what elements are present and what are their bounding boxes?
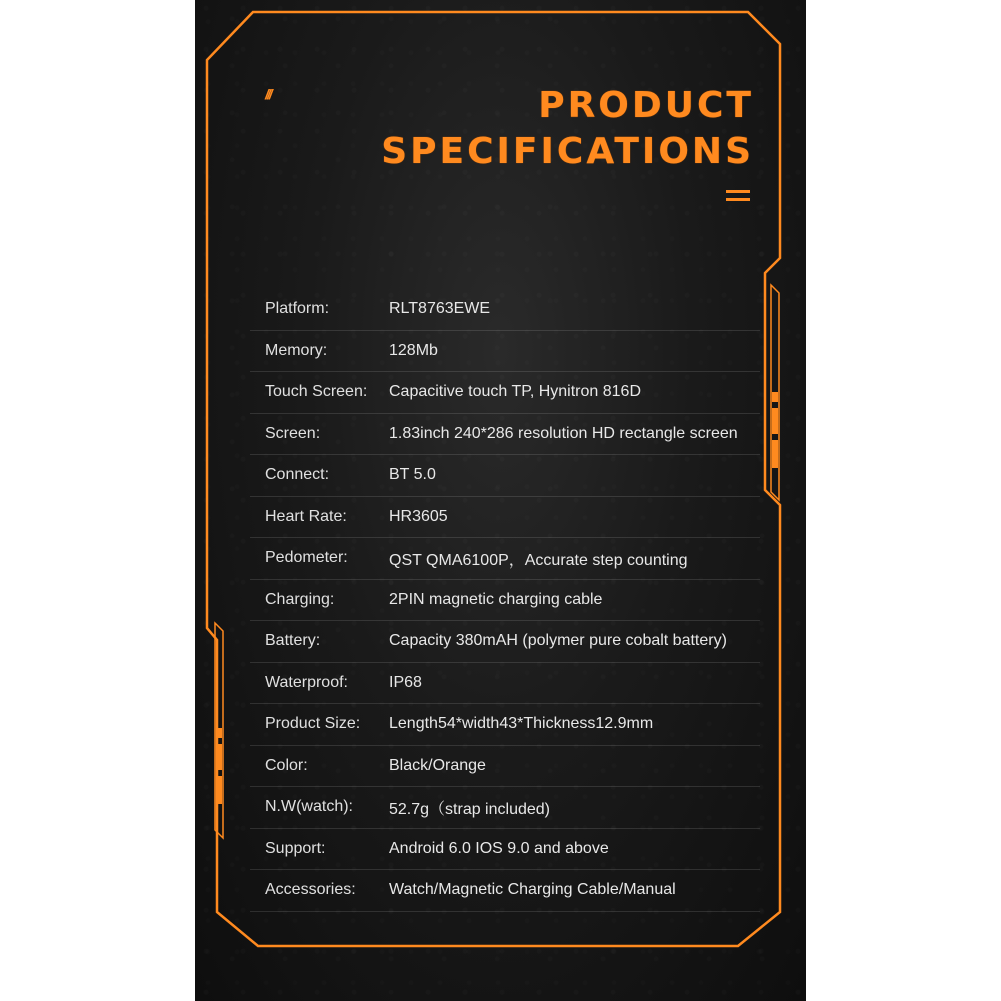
equals-decoration-icon xyxy=(726,190,750,204)
spec-label: Connect: xyxy=(265,466,330,484)
spec-label: Heart Rate: xyxy=(265,507,347,525)
spec-row xyxy=(250,538,760,580)
spec-row xyxy=(250,787,760,829)
spec-label: Support: xyxy=(265,839,326,857)
slash-decoration: /// xyxy=(265,86,271,102)
title-line-product: PRODUCT xyxy=(538,85,754,126)
spec-value: 2PIN magnetic charging cable xyxy=(389,590,603,608)
spec-value: 52.7g（strap included) xyxy=(389,800,550,818)
spec-label: Screen: xyxy=(265,424,321,442)
spec-value: BT 5.0 xyxy=(389,466,436,484)
spec-value: Watch/Magnetic Charging Cable/Manual xyxy=(389,881,676,899)
spec-label: Touch Screen: xyxy=(265,383,368,401)
spec-value: Length54*width43*Thickness12.9mm xyxy=(389,715,654,733)
spec-value: Android 6.0 IOS 9.0 and above xyxy=(389,839,609,857)
spec-label: Memory: xyxy=(265,341,328,359)
spec-value: 1.83inch 240*286 resolution HD rectangle screen xyxy=(389,424,738,442)
page-title xyxy=(381,85,754,172)
spec-value: IP68 xyxy=(389,673,422,691)
spec-row xyxy=(250,704,760,746)
spec-row xyxy=(250,746,760,788)
spec-label: Waterproof: xyxy=(265,673,348,691)
spec-label: Accessories: xyxy=(265,881,356,899)
spec-row xyxy=(250,870,760,912)
spec-row xyxy=(250,829,760,871)
spec-label: N.W(watch): xyxy=(265,798,353,816)
spec-value: Capacitive touch TP, Hynitron 816D xyxy=(389,383,641,401)
title-line-specifications: SPECIFICATIONS xyxy=(381,131,754,172)
spec-label: Battery: xyxy=(265,632,321,650)
spec-value: 128Mb xyxy=(389,341,438,359)
spec-sheet-background xyxy=(195,0,806,1001)
spec-row xyxy=(250,455,760,497)
spec-value: QST QMA6100P，Accurate step counting xyxy=(389,551,688,569)
spec-value: RLT8763EWE xyxy=(389,300,491,318)
spec-label: Color: xyxy=(265,756,308,774)
spec-table xyxy=(250,289,760,912)
spec-row xyxy=(250,497,760,539)
spec-value: Capacity 380mAH (polymer pure cobalt battery) xyxy=(389,632,727,650)
spec-value: Black/Orange xyxy=(389,756,486,774)
spec-label: Charging: xyxy=(265,590,335,608)
spec-row xyxy=(250,372,760,414)
spec-row xyxy=(250,663,760,705)
spec-row xyxy=(250,289,760,331)
spec-label: Product Size: xyxy=(265,715,361,733)
spec-label: Pedometer: xyxy=(265,549,348,567)
spec-row xyxy=(250,621,760,663)
spec-value: HR3605 xyxy=(389,507,448,525)
spec-row xyxy=(250,580,760,622)
spec-row xyxy=(250,414,760,456)
spec-label: Platform: xyxy=(265,300,330,318)
spec-row xyxy=(250,331,760,373)
